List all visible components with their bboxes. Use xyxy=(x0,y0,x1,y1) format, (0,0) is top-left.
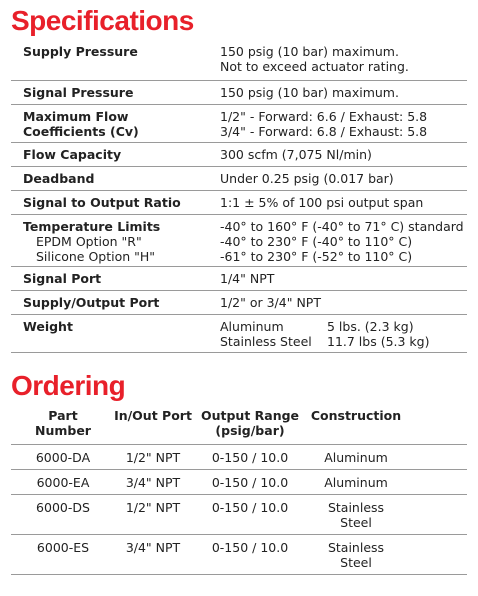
column-header-part-number: Part Number xyxy=(35,408,91,438)
spec-value: -61° to 230° F (-52° to 110° C) xyxy=(220,249,413,264)
table-row xyxy=(11,470,467,495)
spec-label: Signal Port xyxy=(23,271,102,286)
spec-value: 1/2" or 3/4" NPT xyxy=(220,295,321,310)
table-row xyxy=(11,535,467,575)
spec-value: 1/4" NPT xyxy=(220,271,275,286)
spec-value: 300 scfm (7,075 Nl/min) xyxy=(220,147,372,162)
ordering-header-row xyxy=(11,405,467,445)
spec-value: Not to exceed actuator rating. xyxy=(220,59,409,74)
table-row xyxy=(11,495,467,535)
port-cell: 1/2" NPT xyxy=(125,450,181,465)
spec-label: Coefficients (Cv) xyxy=(23,124,139,139)
construction-line: Steel xyxy=(340,515,372,530)
weight-value: 5 lbs. (2.3 kg) xyxy=(327,319,414,334)
port-cell: 3/4" NPT xyxy=(125,475,181,490)
spec-value: 1:1 ± 5% of 100 psi output span xyxy=(220,195,424,210)
spec-row-supply-output-port xyxy=(11,291,467,315)
construction-cell xyxy=(309,500,403,530)
spec-row-temperature-limits xyxy=(11,215,467,267)
column-header-construction: Construction xyxy=(310,408,402,423)
ordering-heading: Ordering xyxy=(11,370,126,401)
construction-cell: Aluminum xyxy=(324,475,388,490)
construction-cell: Aluminum xyxy=(324,450,388,465)
weight-value: 11.7 lbs (5.3 kg) xyxy=(327,334,430,349)
spec-row-deadband xyxy=(11,167,467,191)
spec-value: -40° to 230° F (-40° to 110° C) xyxy=(220,234,413,249)
spec-value: 1/2" - Forward: 6.6 / Exhaust: 5.8 xyxy=(220,109,428,124)
specifications-table xyxy=(11,40,467,353)
spec-label: Temperature Limits xyxy=(23,219,161,234)
range-cell: 0-150 / 10.0 xyxy=(211,475,289,490)
spec-label: Signal Pressure xyxy=(23,85,134,100)
spec-label: Weight xyxy=(23,319,73,334)
specifications-heading: Specifications xyxy=(11,5,194,36)
weight-material: Aluminum xyxy=(220,319,284,334)
spec-row-signal-output-ratio xyxy=(11,191,467,215)
spec-row-flow-coefficients xyxy=(11,105,467,143)
construction-line: Steel xyxy=(340,555,372,570)
table-row xyxy=(11,445,467,470)
spec-sublabel: EPDM Option "R" xyxy=(36,234,142,249)
column-header-output-range-line: Output Range xyxy=(200,408,300,423)
spec-row-supply-pressure xyxy=(11,40,467,81)
port-cell: 1/2" NPT xyxy=(125,500,181,515)
construction-line: Stainless xyxy=(327,540,385,555)
spec-row-flow-capacity xyxy=(11,143,467,167)
part-number-cell: 6000-EA xyxy=(36,475,90,490)
part-number-cell: 6000-DS xyxy=(36,500,90,515)
spec-label: Signal to Output Ratio xyxy=(23,195,181,210)
spec-sublabel: Silicone Option "H" xyxy=(36,249,156,264)
spec-row-signal-port xyxy=(11,267,467,291)
spec-value: -40° to 160° F (-40° to 71° C) standard xyxy=(220,219,464,234)
spec-label: Flow Capacity xyxy=(23,147,122,162)
spec-value: Under 0.25 psig (0.017 bar) xyxy=(220,171,394,186)
spec-label: Supply Pressure xyxy=(23,44,138,59)
column-header-output-range xyxy=(200,408,300,438)
spec-value: 150 psig (10 bar) maximum. xyxy=(220,85,399,100)
construction-cell xyxy=(309,540,403,570)
spec-label: Deadband xyxy=(23,171,95,186)
spec-value: 150 psig (10 bar) maximum. xyxy=(220,44,399,59)
range-cell: 0-150 / 10.0 xyxy=(211,540,289,555)
spec-row-signal-pressure xyxy=(11,81,467,105)
spec-row-weight xyxy=(11,315,467,353)
part-number-cell: 6000-ES xyxy=(36,540,90,555)
ordering-table xyxy=(11,405,467,575)
part-number-cell: 6000-DA xyxy=(35,450,91,465)
spec-label: Maximum Flow xyxy=(23,109,129,124)
construction-line: Stainless xyxy=(327,500,385,515)
port-cell: 3/4" NPT xyxy=(125,540,181,555)
column-header-output-range-line: (psig/bar) xyxy=(215,423,285,438)
range-cell: 0-150 / 10.0 xyxy=(211,500,289,515)
weight-material: Stainless Steel xyxy=(220,334,312,349)
spec-value: 3/4" - Forward: 6.8 / Exhaust: 5.8 xyxy=(220,124,428,139)
spec-label: Supply/Output Port xyxy=(23,295,160,310)
range-cell: 0-150 / 10.0 xyxy=(211,450,289,465)
column-header-in-out-port: In/Out Port xyxy=(114,408,192,423)
